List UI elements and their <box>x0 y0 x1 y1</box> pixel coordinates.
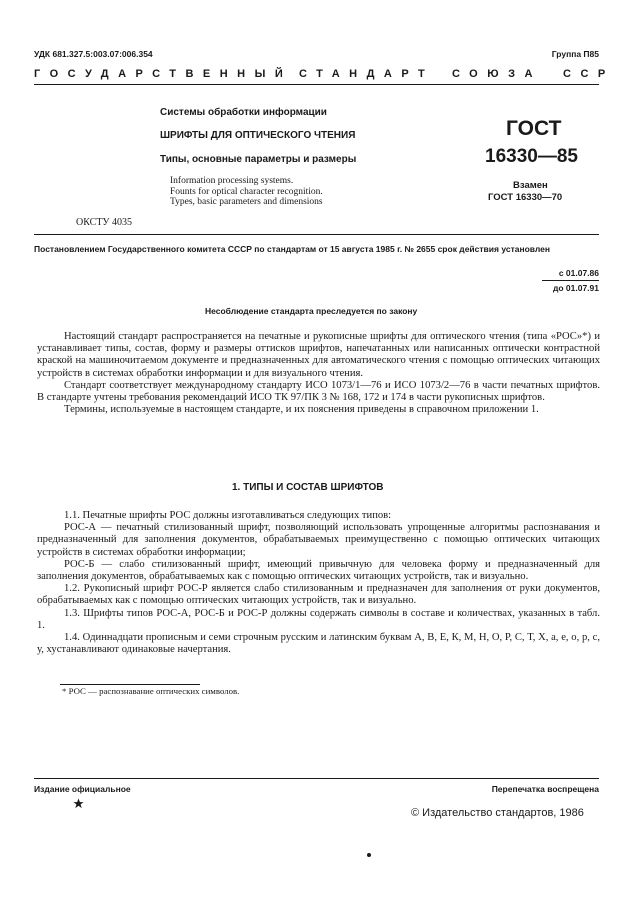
udk-code: УДК 681.327.5:003.07:006.354 <box>34 49 153 59</box>
ru-title-line3: Типы, основные параметры и размеры <box>160 154 357 165</box>
replace-label: Взамен <box>513 180 548 191</box>
en-title-line1: Information processing systems. <box>170 176 294 186</box>
reprint-forbidden: Перепечатка воспрещена <box>491 784 599 794</box>
copyright: © Издательство стандартов, 1986 <box>411 807 584 819</box>
ru-title-line2: ШРИФТЫ ДЛЯ ОПТИЧЕСКОГО ЧТЕНИЯ <box>160 130 356 141</box>
title-rule <box>34 234 599 235</box>
clause-ros-a: РОС-А — печатный стилизованный шрифт, позволяющий использовать упрощенные алгоритмы распознавания и предназначенный для заполнения документов, обрабатываемых преимущественно с помощью оптических читающих устройств в системах обработки информации; <box>37 522 600 558</box>
okstu-code: ОКСТУ 4035 <box>76 217 133 228</box>
official-edition: Издание официальное <box>34 784 131 794</box>
clause-ros-b: РОС-Б — слабо стилизованный шрифт, имеющий привычную для человека форму и предназначенный для заполнения документов, обрабатываемых как с помощью оптических читающих устройств, так и визуально. <box>37 558 600 583</box>
ru-title-line1: Системы обработки информации <box>160 107 327 118</box>
section-1-body <box>37 510 600 656</box>
intro-paragraph-2: Стандарт соответствует международному стандарту ИСО 1073/1—76 и ИСО 1073/2—76 в части печатных шрифтов. В стандарте учтены требования рекомендаций ИСО ТК 97/ПК 3 № 168, 172 и 174 в части рукописных шрифтов. <box>37 379 600 404</box>
clause-1-1: 1.1. Печатные шрифты РОС должны изготавливаться следующих типов: <box>64 510 392 521</box>
page-dot <box>367 853 371 857</box>
en-title-line2: Founts for optical character recognition. <box>170 186 323 197</box>
footnote-rule <box>60 684 200 685</box>
intro-paragraph-1: Настоящий стандарт распространяется на печатные и рукописные шрифты для оптического чтения (типа «РОС»*) и устанавливает типы, состав, форму и размеры оттисков шрифтов, напечатанных или написанных оптически контрастной краской на машиночитаемом документе и предназначенных для автоматического чтения с помощью оптических читающих устройств в системах обработки информации и для визуального чтения. <box>37 331 600 379</box>
star-icon <box>73 798 84 809</box>
date-rule <box>542 280 599 281</box>
clause-1-3: 1.3. Шрифты типов РОС-А, РОС-Б и РОС-Р должны содержать символы в составе и количествах, указанных в табл. 1. <box>37 607 600 631</box>
clause-1-4: 1.4. Одиннадцати прописным и семи строчным русским и латинским буквам А, В, Е, К, М, Н, О, Р, С, Т, Х, а, е, о, р, с, у, хустанавливают одинаковые начертания. <box>37 632 600 656</box>
section-1-heading: 1. ТИПЫ И СОСТАВ ШРИФТОВ <box>232 482 384 493</box>
header-word-union: СОЮЗА <box>452 68 542 80</box>
law-warning: Несоблюдение стандарта преследуется по закону <box>205 306 418 316</box>
footnote: * РОС — распознавание оптических символов. <box>62 686 240 696</box>
clause-1-2: 1.2. Рукописный шрифт РОС-Р является слабо стилизованным и предназначен для заполнения от руки документов, обрабатываемых как с помощью оптических читающих устройств, так и визуально. <box>37 583 600 607</box>
decree-text: Постановлением Государственного комитета СССР по стандартам от 15 августа 1985 г. № 2655 срок действия установлен <box>34 244 551 254</box>
header-word-standard: СТАНДАРТ <box>299 68 435 80</box>
gost-number: 16330—85 <box>485 146 578 167</box>
intro <box>37 331 600 416</box>
en-title <box>170 176 323 208</box>
en-title-line3: Types, basic parameters and dimensions <box>170 197 323 207</box>
header-word-state: ГОСУДАРСТВЕННЫЙ <box>34 68 293 80</box>
decree-to-date: до 01.07.91 <box>552 283 599 293</box>
gost-label: ГОСТ <box>506 117 562 140</box>
header-rule <box>34 84 599 85</box>
group-code: Группа П85 <box>551 49 599 59</box>
header-word-ussr: ССР <box>563 68 615 80</box>
replace-number: ГОСТ 16330—70 <box>488 192 563 203</box>
footer-rule <box>34 778 599 779</box>
decree-from-date: с 01.07.86 <box>558 268 599 278</box>
intro-paragraph-3: Термины, используемые в настоящем стандарте, и их пояснения приведены в справочном приложении 1. <box>64 404 539 416</box>
